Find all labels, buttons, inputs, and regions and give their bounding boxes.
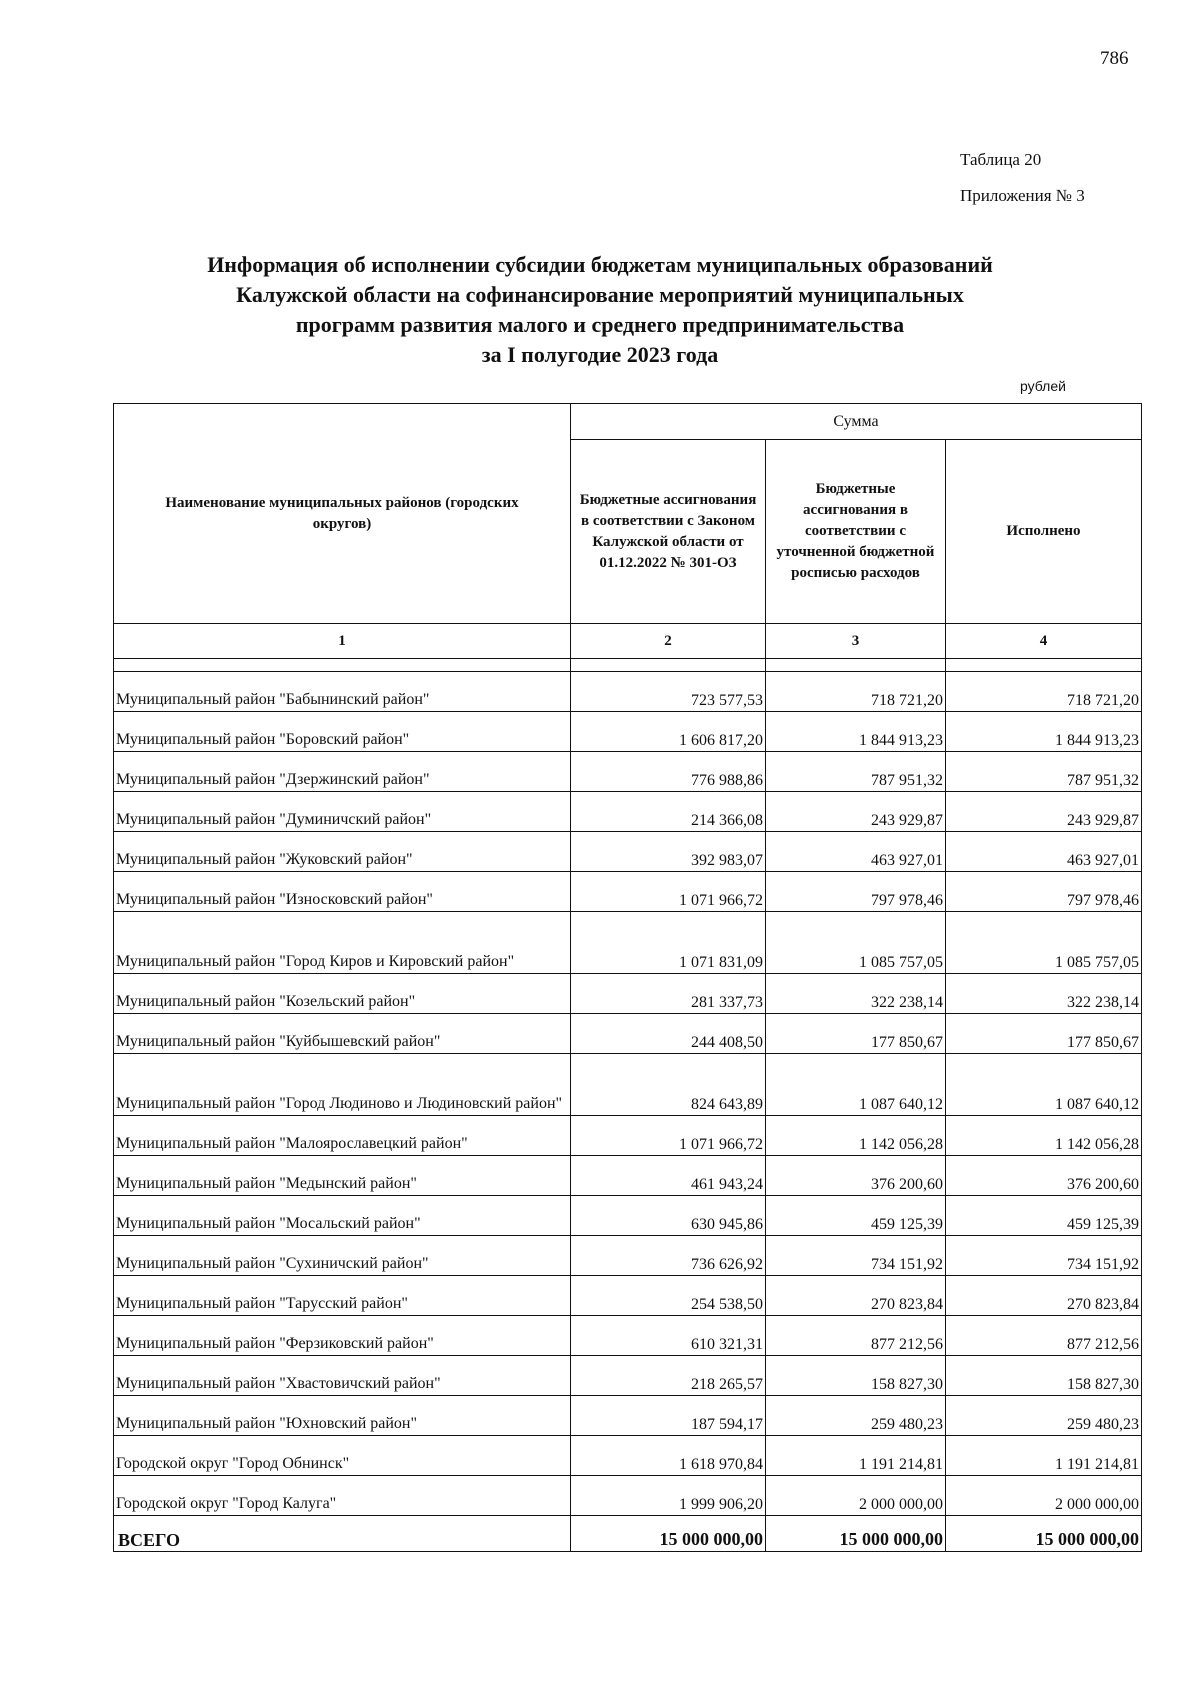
row-law-value: 392 983,07 <box>571 832 766 872</box>
row-refined-value: 376 200,60 <box>766 1156 946 1196</box>
total-row <box>114 1516 1142 1552</box>
row-name: Муниципальный район "Тарусский район" <box>114 1276 571 1316</box>
row-law-value: 630 945,86 <box>571 1196 766 1236</box>
row-law-value: 1 071 831,09 <box>571 912 766 974</box>
table-row <box>114 1236 1142 1276</box>
table-row <box>114 1196 1142 1236</box>
row-executed-value: 243 929,87 <box>946 792 1142 832</box>
table-reference: Таблица 20 <box>960 150 1042 169</box>
row-refined-value: 158 827,30 <box>766 1356 946 1396</box>
row-executed-value: 463 927,01 <box>946 832 1142 872</box>
row-executed-value: 270 823,84 <box>946 1276 1142 1316</box>
row-refined-value: 1 191 214,81 <box>766 1436 946 1476</box>
row-executed-value: 1 191 214,81 <box>946 1436 1142 1476</box>
row-executed-value: 1 844 913,23 <box>946 712 1142 752</box>
row-name: Муниципальный район "Юхновский район" <box>114 1396 571 1436</box>
table-row <box>114 1396 1142 1436</box>
row-law-value: 218 265,57 <box>571 1356 766 1396</box>
row-executed-value: 158 827,30 <box>946 1356 1142 1396</box>
row-refined-value: 1 142 056,28 <box>766 1116 946 1156</box>
row-executed-value: 459 125,39 <box>946 1196 1142 1236</box>
row-refined-value: 1 087 640,12 <box>766 1054 946 1116</box>
table-row <box>114 974 1142 1014</box>
row-refined-value: 259 480,23 <box>766 1396 946 1436</box>
row-name: Муниципальный район "Козельский район" <box>114 974 571 1014</box>
table-row <box>114 1156 1142 1196</box>
units-label: рублей <box>1020 378 1066 394</box>
row-executed-value: 718 721,20 <box>946 672 1142 712</box>
table-row <box>114 832 1142 872</box>
row-name: Муниципальный район "Сухиничский район" <box>114 1236 571 1276</box>
row-refined-value: 2 000 000,00 <box>766 1476 946 1516</box>
title-line: Калужской области на софинансирование мероприятий муниципальных <box>236 282 964 307</box>
row-law-value: 610 321,31 <box>571 1316 766 1356</box>
row-refined-value: 877 212,56 <box>766 1316 946 1356</box>
row-executed-value: 797 978,46 <box>946 872 1142 912</box>
total-executed-value: 15 000 000,00 <box>946 1516 1142 1552</box>
total-law-value: 15 000 000,00 <box>571 1516 766 1552</box>
table-row <box>114 1436 1142 1476</box>
row-refined-value: 270 823,84 <box>766 1276 946 1316</box>
row-executed-value: 177 850,67 <box>946 1014 1142 1054</box>
header-name: Наименование муниципальных районов (городских округов) <box>114 404 571 624</box>
table-row <box>114 1356 1142 1396</box>
row-refined-value: 322 238,14 <box>766 974 946 1014</box>
row-refined-value: 718 721,20 <box>766 672 946 712</box>
row-name: Муниципальный район "Износковский район" <box>114 872 571 912</box>
column-number: 1 <box>114 624 571 659</box>
header-law-allocations: Бюджетные ассигнования в соответствии с Законом Калужской области от 01.12.2022 № 301-ОЗ <box>571 440 766 624</box>
row-law-value: 214 366,08 <box>571 792 766 832</box>
table-row <box>114 1476 1142 1516</box>
row-name: Муниципальный район "Думиничский район" <box>114 792 571 832</box>
table-row <box>114 872 1142 912</box>
row-law-value: 254 538,50 <box>571 1276 766 1316</box>
row-executed-value: 259 480,23 <box>946 1396 1142 1436</box>
column-number: 4 <box>946 624 1142 659</box>
table-row <box>114 1276 1142 1316</box>
total-refined-value: 15 000 000,00 <box>766 1516 946 1552</box>
row-refined-value: 797 978,46 <box>766 872 946 912</box>
table-row <box>114 672 1142 712</box>
row-refined-value: 459 125,39 <box>766 1196 946 1236</box>
row-executed-value: 734 151,92 <box>946 1236 1142 1276</box>
row-name: Городской округ "Город Калуга" <box>114 1476 571 1516</box>
column-number: 2 <box>571 624 766 659</box>
row-refined-value: 1 085 757,05 <box>766 912 946 974</box>
row-name: Муниципальный район "Город Людиново и Людиновский район" <box>114 1054 571 1116</box>
row-law-value: 187 594,17 <box>571 1396 766 1436</box>
row-law-value: 1 618 970,84 <box>571 1436 766 1476</box>
row-name: Муниципальный район "Дзержинский район" <box>114 752 571 792</box>
row-refined-value: 243 929,87 <box>766 792 946 832</box>
row-executed-value: 787 951,32 <box>946 752 1142 792</box>
title-line: программ развития малого и среднего предпринимательства <box>295 312 905 337</box>
row-executed-value: 1 085 757,05 <box>946 912 1142 974</box>
row-law-value: 244 408,50 <box>571 1014 766 1054</box>
table-row <box>114 1316 1142 1356</box>
row-name: Муниципальный район "Мосальский район" <box>114 1196 571 1236</box>
table-row <box>114 752 1142 792</box>
row-law-value: 281 337,73 <box>571 974 766 1014</box>
row-law-value: 723 577,53 <box>571 672 766 712</box>
appendix-reference: Приложения № 3 <box>960 186 1085 205</box>
row-executed-value: 376 200,60 <box>946 1156 1142 1196</box>
row-law-value: 1 071 966,72 <box>571 872 766 912</box>
row-name: Муниципальный район "Жуковский район" <box>114 832 571 872</box>
row-name: Муниципальный район "Куйбышевский район" <box>114 1014 571 1054</box>
table-row <box>114 712 1142 752</box>
row-executed-value: 877 212,56 <box>946 1316 1142 1356</box>
row-refined-value: 1 844 913,23 <box>766 712 946 752</box>
table-row <box>114 1054 1142 1116</box>
row-law-value: 776 988,86 <box>571 752 766 792</box>
title-line: Информация об исполнении субсидии бюджетам муниципальных образований <box>207 252 993 277</box>
row-name: Муниципальный район "Город Киров и Кировский район" <box>114 912 571 974</box>
row-name: Муниципальный район "Медынский район" <box>114 1156 571 1196</box>
header-executed: Исполнено <box>946 440 1142 624</box>
title-line: за I полугодие 2023 года <box>481 342 719 367</box>
total-label: ВСЕГО <box>114 1516 571 1552</box>
row-law-value: 1 071 966,72 <box>571 1116 766 1156</box>
header-sum: Сумма <box>571 404 1142 440</box>
row-refined-value: 734 151,92 <box>766 1236 946 1276</box>
table-row <box>114 1014 1142 1054</box>
row-law-value: 461 943,24 <box>571 1156 766 1196</box>
row-refined-value: 177 850,67 <box>766 1014 946 1054</box>
row-name: Городской округ "Город Обнинск" <box>114 1436 571 1476</box>
row-name: Муниципальный район "Ферзиковский район" <box>114 1316 571 1356</box>
row-refined-value: 463 927,01 <box>766 832 946 872</box>
row-name: Муниципальный район "Боровский район" <box>114 712 571 752</box>
row-executed-value: 1 142 056,28 <box>946 1116 1142 1156</box>
row-executed-value: 2 000 000,00 <box>946 1476 1142 1516</box>
table-row <box>114 1116 1142 1156</box>
document-title <box>150 250 1050 370</box>
row-law-value: 1 606 817,20 <box>571 712 766 752</box>
row-law-value: 736 626,92 <box>571 1236 766 1276</box>
table-row <box>114 912 1142 974</box>
header-refined-allocations: Бюджетные ассигнования в соответствии с уточненной бюджетной росписью расходов <box>766 440 946 624</box>
row-refined-value: 787 951,32 <box>766 752 946 792</box>
row-name: Муниципальный район "Малоярославецкий район" <box>114 1116 571 1156</box>
row-executed-value: 322 238,14 <box>946 974 1142 1014</box>
page-number: 786 <box>1100 48 1129 69</box>
row-name: Муниципальный район "Бабынинский район" <box>114 672 571 712</box>
row-law-value: 1 999 906,20 <box>571 1476 766 1516</box>
table-row <box>114 792 1142 832</box>
subsidy-table <box>113 403 1142 1552</box>
row-executed-value: 1 087 640,12 <box>946 1054 1142 1116</box>
spacer-row <box>114 659 1142 672</box>
row-law-value: 824 643,89 <box>571 1054 766 1116</box>
column-number: 3 <box>766 624 946 659</box>
row-name: Муниципальный район "Хвастовичский район" <box>114 1356 571 1396</box>
